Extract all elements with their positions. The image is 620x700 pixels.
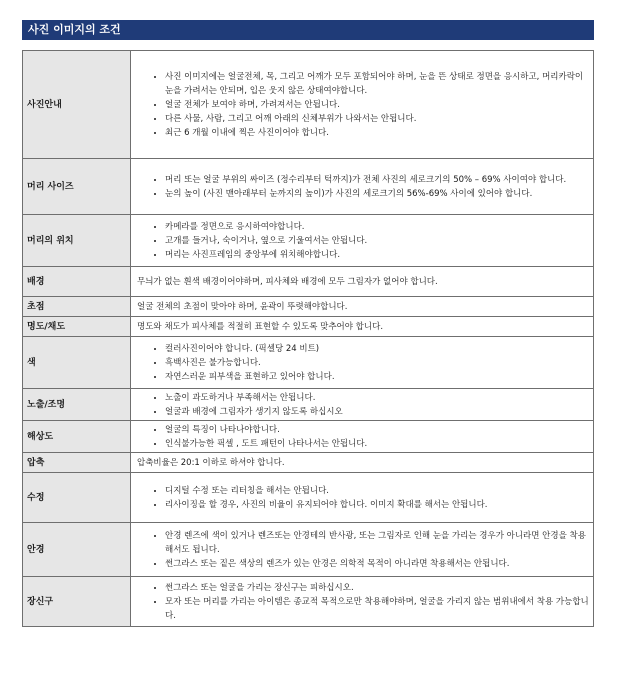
- table-row: [23, 473, 594, 523]
- list-item: • 머리는 사진프레임의 중앙부에 위치해야합니다.: [165, 248, 589, 262]
- row-content: [131, 389, 594, 421]
- bullet-list: [135, 484, 589, 512]
- list-item: • 흑백사진은 불가능합니다.: [165, 356, 589, 370]
- row-label: 색: [23, 337, 131, 389]
- row-text: 명도와 채도가 피사체를 적절히 표현할 수 있도록 맞추어야 합니다.: [137, 321, 384, 332]
- row-label: 사진안내: [23, 51, 131, 159]
- row-label: 노출/조명: [23, 389, 131, 421]
- list-item: • 눈의 높이 (사진 맨아래부터 눈까지의 높이)가 사진의 세로크기의 56%-69% 사이에 있어야 합니다.: [165, 187, 589, 201]
- bullet-list: [135, 70, 589, 140]
- list-item: • 카메라를 정면으로 응시하여야합니다.: [165, 220, 589, 234]
- table-row: [23, 389, 594, 421]
- list-item: • 리사이징을 할 경우, 사진의 비율이 유지되어야 합니다. 이미지 확대를 해서는 안됩니다.: [165, 498, 589, 512]
- table-row: [23, 215, 594, 267]
- bullet-list: [135, 581, 589, 623]
- row-text: 무늬가 없는 흰색 배경이어야하며, 피사체와 배경에 모두 그림자가 없어야 합니다.: [137, 276, 438, 287]
- row-content: [131, 453, 594, 473]
- row-label: 명도/채도: [23, 317, 131, 337]
- row-content: [131, 159, 594, 215]
- row-label: 장신구: [23, 577, 131, 627]
- row-content: [131, 317, 594, 337]
- row-content: [131, 473, 594, 523]
- row-content: [131, 577, 594, 627]
- list-item: • 인식불가능한 픽셀 , 도트 패턴이 나타나서는 안됩니다.: [165, 437, 589, 451]
- section-title: 사진 이미지의 조건: [22, 20, 594, 40]
- list-item: • 다른 사물, 사람, 그리고 어깨 아래의 신체부위가 나와서는 안됩니다.: [165, 112, 589, 126]
- row-content: [131, 297, 594, 317]
- bullet-list: [135, 423, 589, 451]
- list-item: • 고개를 들거나, 숙이거나, 옆으로 기울여서는 안됩니다.: [165, 234, 589, 248]
- row-content: [131, 51, 594, 159]
- bullet-list: [135, 391, 589, 419]
- row-label: 수정: [23, 473, 131, 523]
- row-label: 머리의 위치: [23, 215, 131, 267]
- row-label: 압축: [23, 453, 131, 473]
- row-content: [131, 421, 594, 453]
- table-row: [23, 317, 594, 337]
- row-label: 해상도: [23, 421, 131, 453]
- bullet-list: [135, 342, 589, 384]
- table-row: [23, 51, 594, 159]
- row-content: [131, 523, 594, 577]
- table-row: [23, 337, 594, 389]
- row-text: 얼굴 전체의 초점이 맞아야 하며, 윤곽이 뚜렷해야합니다.: [137, 301, 348, 312]
- list-item: • 얼굴의 특징이 나타나야합니다.: [165, 423, 589, 437]
- table-row: [23, 267, 594, 297]
- row-label: 배경: [23, 267, 131, 297]
- list-item: • 모자 또는 머리를 가리는 아이템은 종교적 목적으로만 착용해야하며, 얼굴을 가리지 않는 범위내에서 착용 가능합니다.: [165, 595, 589, 623]
- list-item: • 머리 또는 얼굴 부위의 싸이즈 (정수리부터 턱까지)가 전체 사진의 세로크기의 50% – 69% 사이여야 합니다.: [165, 173, 589, 187]
- list-item: • 디지털 수정 또는 리터칭을 해서는 안됩니다.: [165, 484, 589, 498]
- bullet-list: [135, 173, 589, 201]
- list-item: • 컬러사진이어야 합니다. (픽셀당 24 비트): [165, 342, 589, 356]
- row-label: 머리 사이즈: [23, 159, 131, 215]
- table-row: [23, 453, 594, 473]
- requirements-table: [22, 50, 594, 627]
- list-item: • 노출이 과도하거나 부족해서는 안됩니다.: [165, 391, 589, 405]
- list-item: • 최근 6 개월 이내에 찍은 사진이어야 합니다.: [165, 126, 589, 140]
- list-item: • 썬그라스 또는 짙은 색상의 렌즈가 있는 안경은 의학적 목적이 아니라면 착용해서는 안됩니다.: [165, 557, 589, 571]
- table-row: [23, 577, 594, 627]
- bullet-list: [135, 529, 589, 571]
- list-item: • 얼굴과 배경에 그림자가 생기지 않도록 하십시오: [165, 405, 589, 419]
- list-item: • 안경 렌즈에 색이 있거나 렌즈또는 안경테의 반사광, 또는 그림자로 인해 눈을 가리는 경우가 아니라면 안경을 착용해서도 됩니다.: [165, 529, 589, 557]
- list-item: • 사진 이미지에는 얼굴전체, 목, 그리고 어깨가 모두 포함되어야 하며, 눈을 뜬 상태로 정면을 응시하고, 머리카락이 눈을 가려서는 안되며, 입은 웃지 않은 상태여야합니다.: [165, 70, 589, 98]
- list-item: • 썬그라스 또는 얼굴을 가리는 장신구는 피하십시오.: [165, 581, 589, 595]
- row-label: 안경: [23, 523, 131, 577]
- row-content: [131, 215, 594, 267]
- table-row: [23, 523, 594, 577]
- table-row: [23, 159, 594, 215]
- row-label: 초점: [23, 297, 131, 317]
- bullet-list: [135, 220, 589, 262]
- row-text: 압축비율은 20:1 이하로 하셔야 합니다.: [137, 457, 285, 468]
- table-row: [23, 421, 594, 453]
- table-row: [23, 297, 594, 317]
- list-item: • 얼굴 전체가 보여야 하며, 가려져서는 안됩니다.: [165, 98, 589, 112]
- row-content: [131, 337, 594, 389]
- list-item: • 자연스러운 피부색을 표현하고 있어야 합니다.: [165, 370, 589, 384]
- row-content: [131, 267, 594, 297]
